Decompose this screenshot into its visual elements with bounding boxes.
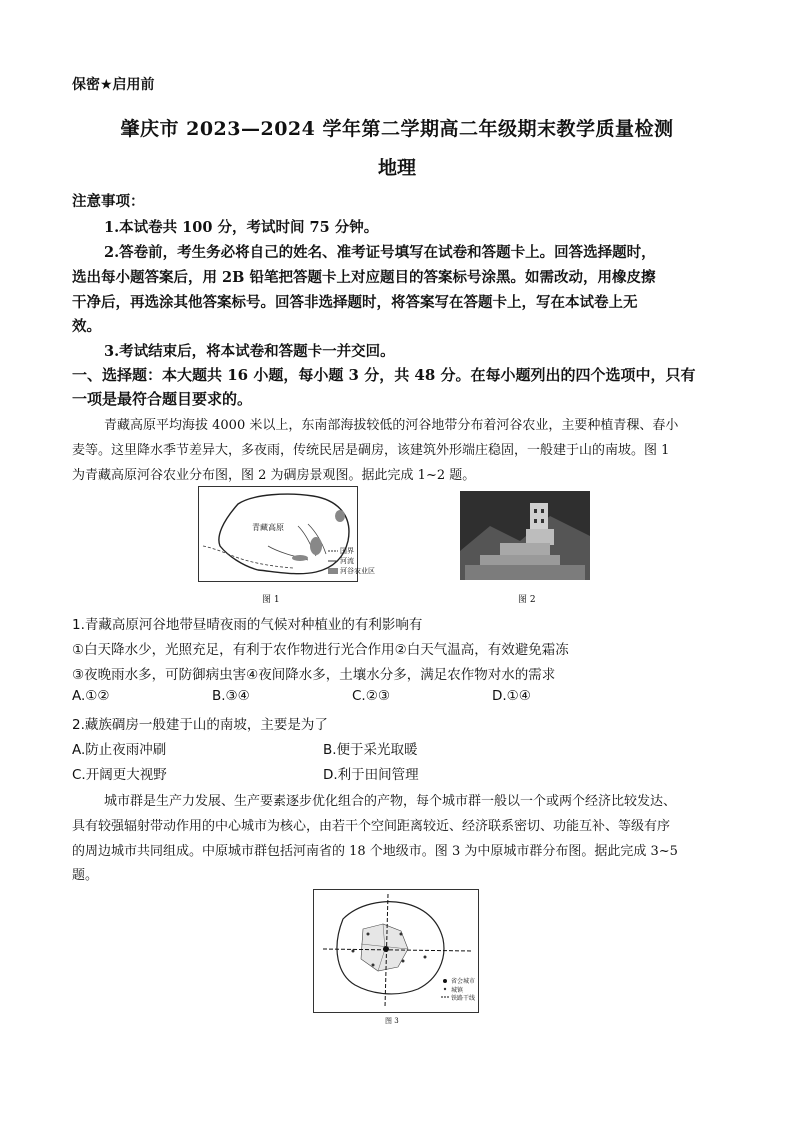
question-2-choice-c: C.开阔更大视野 — [72, 767, 167, 783]
exam-title: 肇庆市 2023—2024 学年第二学期高二年级期末教学质量检测 — [120, 118, 674, 140]
figure-2-photo — [460, 491, 590, 580]
question-1-choice-d: D.①④ — [492, 688, 531, 704]
question-1-stem: 1.青藏高原河谷地带昼晴夜雨的气候对种植业的有利影响有 — [72, 617, 423, 633]
section-1-heading-line-1: 一、选择题：本大题共 16 小题，每小题 3 分，共 48 分。在每小题列出的四个选项中，只有 — [72, 366, 696, 384]
figure-1-region-label: 青藏高原 — [252, 523, 284, 532]
subject-title: 地理 — [377, 157, 416, 179]
question-1-options-line-2: ③夜晚雨水多，可防御病虫害④夜间降水多，土壤水分多，满足农作物对水的需求 — [72, 667, 556, 683]
notice-item-3: 3.考试结束后，将本试卷和答题卡一并交回。 — [104, 343, 395, 360]
figure-1-legend-border: 国界 — [340, 547, 354, 555]
notice-item-2-line-1: 2.答卷前，考生务必将自己的姓名、准考证号填写在试卷和答题卡上。回答选择题时， — [104, 244, 656, 261]
question-1-choice-a: A.①② — [72, 688, 110, 704]
passage-1-line-2: 麦等。这里降水季节差异大，多夜雨，传统民居是碉房，该建筑外形端庄稳固，一般建于山的南坡。图 1 — [72, 443, 670, 458]
confidential-label: 保密★启用前 — [72, 77, 155, 93]
question-2-stem: 2.藏族碉房一般建于山的南坡，主要是为了 — [72, 717, 328, 733]
question-1-options-line-1: ①白天降水少，光照充足，有利于农作物进行光合作用②白天气温高，有效避免霜冻 — [72, 642, 569, 658]
passage-2-line-1: 城市群是生产力发展、生产要素逐步优化组合的产物，每个城市群一般以一个或两个经济比较发达、 — [104, 794, 677, 809]
figure-1-caption: 图 1 — [262, 595, 280, 605]
passage-2-line-4: 题。 — [72, 868, 99, 883]
figure-3-legend-town: 城镇 — [451, 987, 464, 994]
figure-1-legend-river: 河流 — [340, 557, 354, 565]
figure-3-caption: 图 3 — [385, 1017, 399, 1025]
question-1-choice-b: B.③④ — [212, 688, 250, 704]
figure-3-map — [313, 889, 479, 1013]
notice-item-2-line-4: 效。 — [72, 318, 101, 335]
section-1-heading-line-2: 一项是最符合题目要求的。 — [72, 390, 253, 408]
figure-1-legend-valley-agriculture: 河谷农业区 — [340, 567, 375, 575]
figure-3-legend-railway: 铁路干线 — [451, 995, 476, 1002]
passage-2-line-2: 具有较强辐射带动作用的中心城市为核心，由若干个空间距离较近、经济联系密切、功能互补、等级有序 — [72, 819, 671, 834]
figure-3-legend-capital: 省会城市 — [451, 978, 476, 985]
question-2-choice-b: B.便于采光取暖 — [323, 742, 418, 758]
notice-item-1: 1.本试卷共 100 分，考试时间 75 分钟。 — [104, 219, 379, 236]
question-2-choice-a: A.防止夜雨冲刷 — [72, 742, 167, 758]
passage-2-line-3: 的周边城市共同组成。中原城市群包括河南省的 18 个地级市。图 3 为中原城市群分布图。据此完成 3~5 — [72, 844, 678, 859]
figure-1-map — [198, 486, 375, 582]
passage-1-line-3: 为青藏高原河谷农业分布图，图 2 为碉房景观图。据此完成 1~2 题。 — [72, 468, 476, 483]
notice-item-2-line-2: 选出每小题答案后，用 2B 铅笔把答题卡上对应题目的答案标号涂黑。如需改动，用橡皮擦 — [72, 269, 656, 286]
notice-item-2-line-3: 干净后，再选涂其他答案标号。回答非选择题时，将答案写在答题卡上，写在本试卷上无 — [72, 294, 638, 311]
passage-1-line-1: 青藏高原平均海拔 4000 米以上，东南部海拔较低的河谷地带分布着河谷农业，主要种植青稞、春小 — [104, 418, 679, 433]
figure-2-caption: 图 2 — [518, 595, 536, 605]
notice-heading: 注意事项： — [72, 193, 145, 210]
question-1-choice-c: C.②③ — [352, 688, 390, 704]
question-2-choice-d: D.利于田间管理 — [323, 767, 419, 783]
